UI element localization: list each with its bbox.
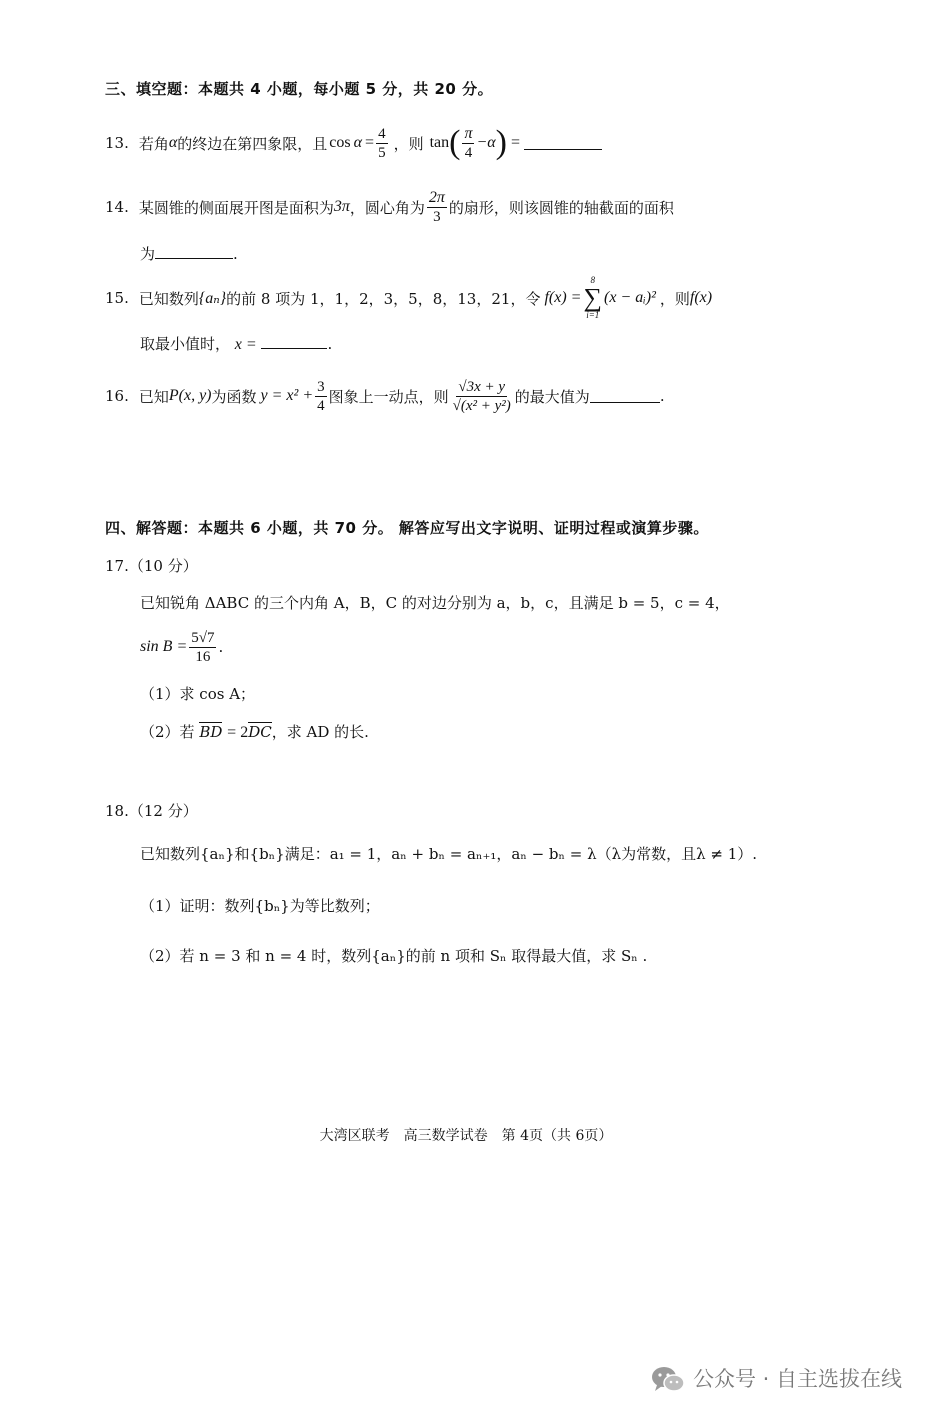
- q16-point: P(x, y): [168, 387, 212, 404]
- q17-frac-num: 5√7: [191, 629, 215, 646]
- q15-sum-bottom: i=1: [586, 310, 600, 320]
- q16-text-a: 已知: [138, 387, 169, 406]
- q16-text-d: 的最大值为: [514, 387, 590, 406]
- q14-text-a: 某圆锥的侧面展开图是面积为: [138, 198, 334, 217]
- q17-vector-dc: DC: [248, 723, 272, 741]
- q17-line-2: [140, 624, 223, 670]
- q16-frac-num: 3: [317, 378, 325, 395]
- q17-sinb: sin B =: [140, 638, 188, 655]
- question-16: [105, 370, 665, 422]
- q17-part2-a: （2）若: [140, 723, 195, 741]
- q13-left-paren: (: [449, 124, 461, 161]
- q14-fraction: [427, 189, 447, 226]
- q13-number: 13.: [105, 134, 129, 152]
- q16-expr-den: √(x² + y²): [452, 397, 511, 414]
- q15-sum: [583, 276, 602, 320]
- q14-text-c: 的扇形，则该圆锥的轴截面的面积: [448, 198, 674, 217]
- q15-line2-end: .: [327, 335, 333, 353]
- question-15: [105, 275, 712, 321]
- q16-text-b: 为函数: [211, 387, 257, 406]
- q16-expression: [451, 378, 513, 415]
- q16-answer-blank: [590, 390, 660, 403]
- wechat-icon: [651, 1365, 685, 1395]
- q15-text-a: 已知数列: [138, 289, 199, 308]
- q16-frac-den: 4: [317, 397, 325, 414]
- q15-sum-top: 8: [590, 275, 595, 285]
- q17-part-2: [140, 721, 369, 742]
- q18-part-1: （1）证明：数列{bₙ}为等比数列；: [140, 897, 380, 915]
- q17-part-1: （1）求 cos A；: [140, 685, 256, 703]
- q13-pi-fraction: [462, 125, 474, 162]
- q16-fraction: [315, 378, 327, 415]
- q13-text-c: ，则: [393, 134, 424, 153]
- question-14-line-2: [140, 243, 238, 264]
- q13-tan: tan: [429, 134, 450, 151]
- q13-fraction: [376, 125, 388, 162]
- q18-line-1: 已知数列{aₙ}和{bₙ}满足：a₁ = 1，aₙ + bₙ = aₙ₊₁，aₙ − bₙ = λ（λ为常数，且λ ≠ 1）.: [140, 845, 758, 863]
- q17-part2-b: ，求 AD 的长.: [271, 723, 369, 741]
- q14-frac-num: 2π: [428, 188, 445, 206]
- q18-number: 18.（12 分）: [105, 802, 198, 820]
- q13-frac-num: 4: [378, 125, 386, 142]
- q13-alpha: α: [168, 134, 178, 151]
- q17-vector-bd: BD: [199, 723, 223, 741]
- q13-answer-blank: [524, 137, 602, 150]
- q13-pi: π: [464, 124, 473, 142]
- q15-term: (x − aᵢ)²: [604, 289, 656, 306]
- q14-line2-a: 为: [140, 245, 156, 263]
- q16-number: 16.: [105, 387, 129, 405]
- q17-period: .: [218, 638, 224, 656]
- q15-xeq: x =: [234, 336, 257, 353]
- q15-fx: f(x) =: [544, 289, 582, 306]
- question-14: [105, 184, 674, 230]
- q14-text-b: ，圆心角为: [349, 198, 425, 217]
- q18-part-2: （2）若 n = 3 和 n = 4 时，数列{aₙ}的前 n 项和 Sₙ 取得最大值，求 Sₙ .: [140, 947, 648, 965]
- q13-minus-alpha: −α: [476, 134, 496, 151]
- q17-line-1: 已知锐角 ΔABC 的三个内角 A，B，C 的对边分别为 a，b，c，且满足 b = 5，c = 4，: [140, 594, 730, 612]
- watermark: [651, 1363, 902, 1395]
- q13-four: 4: [464, 144, 473, 161]
- q13-right-paren: ): [495, 124, 507, 161]
- q14-line2-end: .: [233, 245, 238, 263]
- q17-fraction: [189, 629, 216, 666]
- q17-eq2: = 2: [227, 724, 249, 741]
- q16-expr-num: √3x + y: [458, 378, 506, 395]
- q15-text-b: 的前 8 项为 1，1，2，3，5，8，13，21，令: [226, 289, 541, 308]
- q13-frac-den: 5: [378, 144, 386, 161]
- q16-func: y = x² +: [260, 387, 314, 404]
- question-15-line-2: [140, 333, 332, 354]
- watermark-text: 公众号 · 自主选拔在线: [692, 1367, 902, 1391]
- q14-answer-blank: [155, 246, 233, 259]
- q16-text-c: 图象上一动点，则: [328, 387, 449, 406]
- q14-frac-den: 3: [433, 208, 441, 225]
- q15-answer-blank: [261, 336, 327, 349]
- page-footer: 大湾区联考 高三数学试卷 第 4页（共 6页）: [319, 1128, 613, 1144]
- q13-text-a: 若角: [138, 134, 169, 153]
- q15-fx2: f(x): [689, 289, 713, 306]
- q13-eq: =: [365, 134, 375, 151]
- q13-text-b: 的终边在第四象限，且: [177, 134, 328, 153]
- q15-text-c: ，则: [659, 289, 690, 308]
- q15-seq: {aₙ}: [198, 290, 227, 307]
- q17-number: 17.（10 分）: [105, 557, 198, 575]
- q13-cos: cos: [329, 134, 351, 151]
- q15-sigma: ∑: [583, 283, 602, 312]
- section-4-heading: 四、解答题：本题共 6 小题，共 70 分。 解答应写出文字说明、证明过程或演算步骤。: [105, 519, 709, 537]
- section-3-heading: 三、填空题：本题共 4 小题，每小题 5 分，共 20 分。: [105, 80, 494, 98]
- q17-frac-den: 16: [195, 648, 211, 665]
- q16-end: .: [659, 387, 665, 405]
- q15-number: 15.: [105, 289, 129, 307]
- q14-area: 3π: [333, 198, 350, 215]
- q13-alpha-2: α: [353, 134, 363, 151]
- q15-line2-a: 取最小值时，: [140, 335, 231, 353]
- q13-tail: =: [511, 134, 521, 151]
- q14-number: 14.: [105, 198, 129, 216]
- question-13: [105, 118, 602, 168]
